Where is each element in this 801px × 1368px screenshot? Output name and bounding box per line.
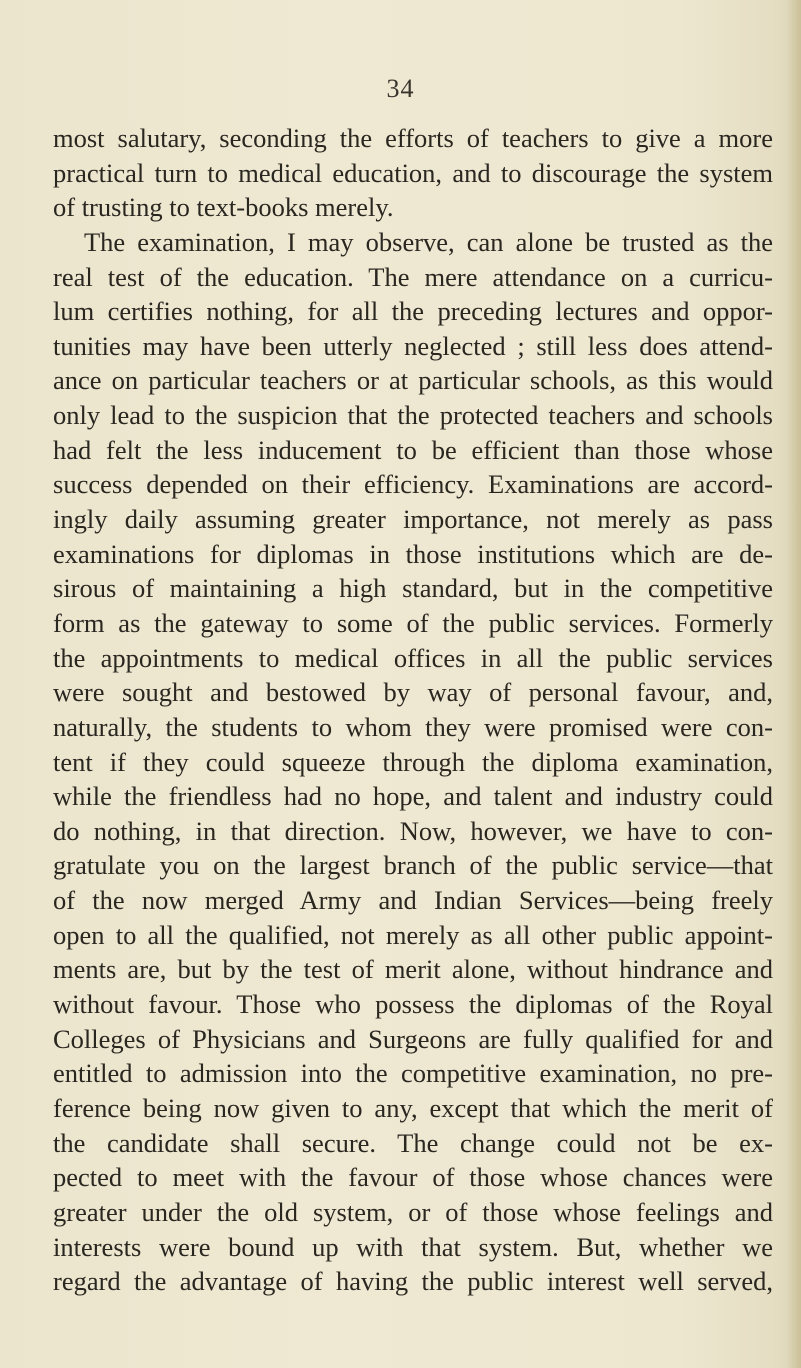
text-line: ments are, but by the test of merit alone, without hindrance and — [53, 954, 773, 985]
text-line: while the friendless had no hope, and talent and industry could — [53, 781, 773, 812]
text-line: entitled to admission into the competitive examination, no pre- — [53, 1058, 773, 1089]
text-line: tent if they could squeeze through the diploma examination, — [53, 746, 773, 777]
text-line: ingly daily assuming greater importance, not merely as pass — [53, 504, 773, 535]
text-line: ference being now given to any, except that which the merit of — [53, 1092, 773, 1123]
body-text — [53, 121, 773, 1299]
text-line: success depended on their efficiency. Examinations are accord- — [53, 469, 773, 500]
text-line: without favour. Those who possess the diplomas of the Royal — [53, 989, 773, 1020]
text-line: gratulate you on the largest branch of the public service—that — [53, 850, 773, 881]
text-line: sirous of maintaining a high standard, but in the competitive — [53, 573, 773, 604]
text-line: form as the gateway to some of the public services. Formerly — [53, 607, 773, 638]
text-line: the appointments to medical offices in all the public services — [53, 642, 773, 673]
text-line: of the now merged Army and Indian Services—being freely — [53, 885, 773, 916]
text-line: regard the advantage of having the public interest well served, — [53, 1266, 773, 1297]
text-line: greater under the old system, or of those whose feelings and — [53, 1196, 773, 1227]
text-line: examinations for diplomas in those institutions which are de- — [53, 538, 773, 569]
text-line: interests were bound up with that system. But, whether we — [53, 1231, 773, 1262]
text-line: do nothing, in that direction. Now, however, we have to con- — [53, 815, 773, 846]
page-edge-shadow — [787, 0, 801, 1368]
text-line: real test of the education. The mere attendance on a curricu- — [53, 261, 773, 292]
text-line: the candidate shall secure. The change could not be ex- — [53, 1127, 773, 1158]
text-line: pected to meet with the favour of those whose chances were — [53, 1162, 773, 1193]
text-line: The examination, I may observe, can alone be trusted as the — [84, 226, 773, 257]
page-number: 34 — [386, 74, 415, 103]
text-line: tunities may have been utterly neglected ; still less does attend- — [53, 330, 773, 361]
text-line: open to all the qualified, not merely as all other public appoint- — [53, 919, 773, 950]
text-line: were sought and bestowed by way of personal favour, and, — [53, 677, 773, 708]
text-line: naturally, the students to whom they were promised were con- — [53, 711, 773, 742]
text-line: of trusting to text-books merely. — [53, 192, 394, 223]
text-line: practical turn to medical education, and to discourage the system — [53, 157, 773, 188]
text-line: lum certifies nothing, for all the preceding lectures and oppor- — [53, 296, 773, 327]
text-line: most salutary, seconding the efforts of teachers to give a more — [53, 123, 773, 153]
text-line: only lead to the suspicion that the protected teachers and schools — [53, 400, 773, 431]
text-line: Colleges of Physicians and Surgeons are fully qualified for and — [53, 1023, 773, 1054]
text-line: ance on particular teachers or at particular schools, as this would — [53, 365, 773, 396]
text-line: had felt the less inducement to be efficient than those whose — [53, 434, 773, 465]
